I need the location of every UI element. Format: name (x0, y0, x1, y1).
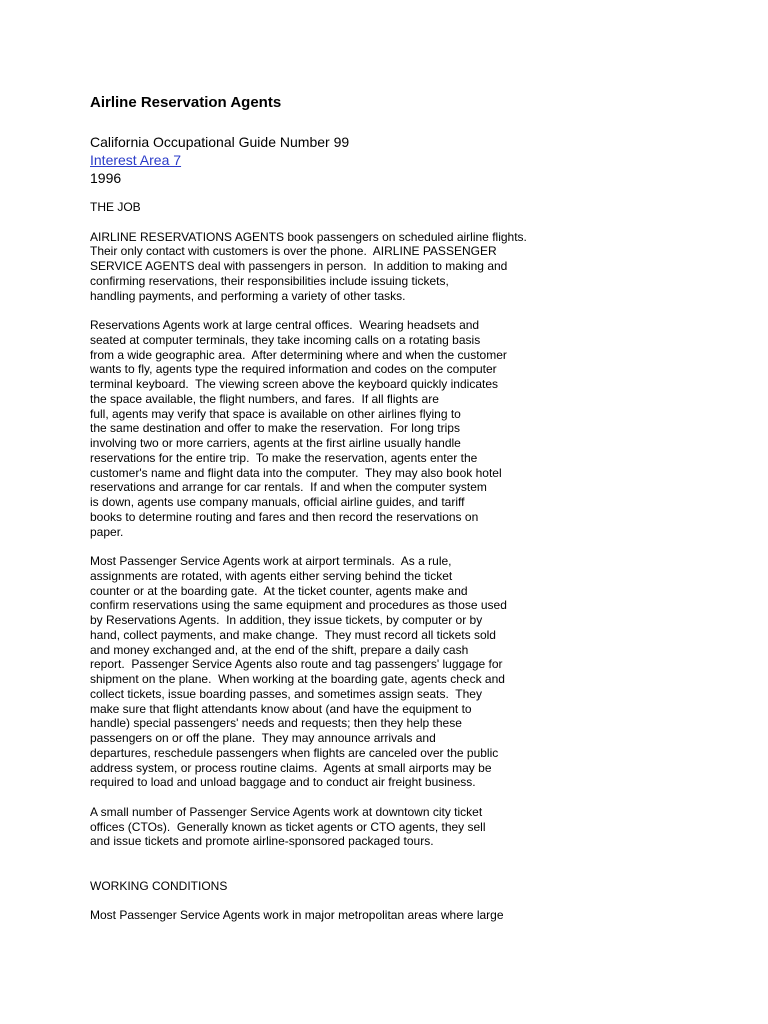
text-line: and money exchanged and, at the end of the shift, prepare a daily cash (90, 642, 469, 657)
text-line: and issue tickets and promote airline-sponsored packaged tours. (90, 834, 434, 849)
paragraph (90, 318, 750, 539)
text-line: seated at computer terminals, they take incoming calls on a rotating basis (90, 332, 481, 347)
text-line: required to load and unload baggage and to conduct air freight business. (90, 775, 476, 790)
text-line: customer's name and flight data into the computer. They may also book hotel (90, 465, 502, 480)
text-line: SERVICE AGENTS deal with passengers in person. In addition to making and (90, 259, 508, 273)
text-line: AIRLINE RESERVATIONS AGENTS book passengers on scheduled airline flights. (90, 229, 527, 244)
text-line: full, agents may verify that space is available on other airlines flying to (90, 406, 461, 421)
text-line: hand, collect payments, and make change. They must record all tickets sold (90, 627, 496, 642)
text-line: wants to fly, agents type the required information and codes on the computer (90, 362, 497, 377)
paragraph (90, 230, 750, 304)
text-line: Most Passenger Service Agents work at airport terminals. As a rule, (90, 554, 452, 568)
section-heading-working-conditions: WORKING CONDITIONS (90, 878, 228, 893)
text-line: books to determine routing and fares and then record the reservations on (90, 509, 479, 524)
interest-area-link[interactable]: Interest Area 7 (90, 152, 182, 168)
text-line: the same destination and offer to make the reservation. For long trips (90, 421, 460, 436)
text-line: Reservations Agents work at large central offices. Wearing headsets and (90, 318, 480, 332)
document-page (90, 92, 750, 923)
guide-year: 1996 (90, 170, 122, 186)
text-line: passengers on or off the plane. They may announce arrivals and (90, 731, 436, 745)
text-line: collect tickets, issue boarding passes, and sometimes assign seats. They (90, 686, 482, 701)
text-line: is down, agents use company manuals, official airline guides, and tariff (90, 495, 465, 509)
guide-info (90, 133, 750, 187)
text-line: reservations for the entire trip. To make the reservation, agents enter the (90, 450, 478, 465)
text-line: the space available, the flight numbers, and fares. If all flights are (90, 391, 439, 406)
text-line: handling payments, and performing a variety of other tasks. (90, 288, 406, 303)
document-title: Airline Reservation Agents (90, 94, 282, 111)
paragraph (90, 554, 750, 790)
text-line: involving two or more carriers, agents at the first airline usually handle (90, 436, 461, 450)
text-line: assignments are rotated, with agents either serving behind the ticket (90, 568, 453, 583)
text-line: departures, reschedule passengers when flights are canceled over the public (90, 745, 499, 760)
paragraph (90, 805, 750, 849)
text-line: confirm reservations using the same equipment and procedures as those used (90, 598, 507, 613)
text-line: by Reservations Agents. In addition, they issue tickets, by computer or by (90, 613, 483, 627)
text-line: address system, or process routine claims. Agents at small airports may be (90, 760, 492, 775)
text-line: make sure that flight attendants know about (and have the equipment to (90, 701, 472, 716)
job-paragraphs (90, 230, 750, 850)
text-line: terminal keyboard. The viewing screen above the keyboard quickly indicates (90, 377, 498, 391)
text-line: handle) special passengers' needs and requests; then they help these (90, 716, 462, 731)
text-line: from a wide geographic area. After determining where and when the customer (90, 347, 507, 362)
text-line: paper. (90, 524, 124, 539)
text-line: confirming reservations, their responsibilities include issuing tickets, (90, 273, 449, 288)
text-line: shipment on the plane. When working at the boarding gate, agents check and (90, 672, 505, 686)
text-line: offices (CTOs). Generally known as ticket agents or CTO agents, they sell (90, 819, 486, 834)
section-heading-the-job: THE JOB (90, 200, 141, 214)
text-line: A small number of Passenger Service Agents work at downtown city ticket (90, 804, 483, 819)
guide-number: California Occupational Guide Number 99 (90, 134, 350, 150)
text-line: Most Passenger Service Agents work in major metropolitan areas where large (90, 908, 504, 922)
text-line: report. Passenger Service Agents also route and tag passengers' luggage for (90, 657, 503, 672)
text-line: counter or at the boarding gate. At the ticket counter, agents make and (90, 583, 468, 598)
text-line: Their only contact with customers is over the phone. AIRLINE PASSENGER (90, 244, 497, 259)
paragraph (90, 908, 750, 923)
text-line: reservations and arrange for car rentals. If and when the computer system (90, 480, 487, 495)
